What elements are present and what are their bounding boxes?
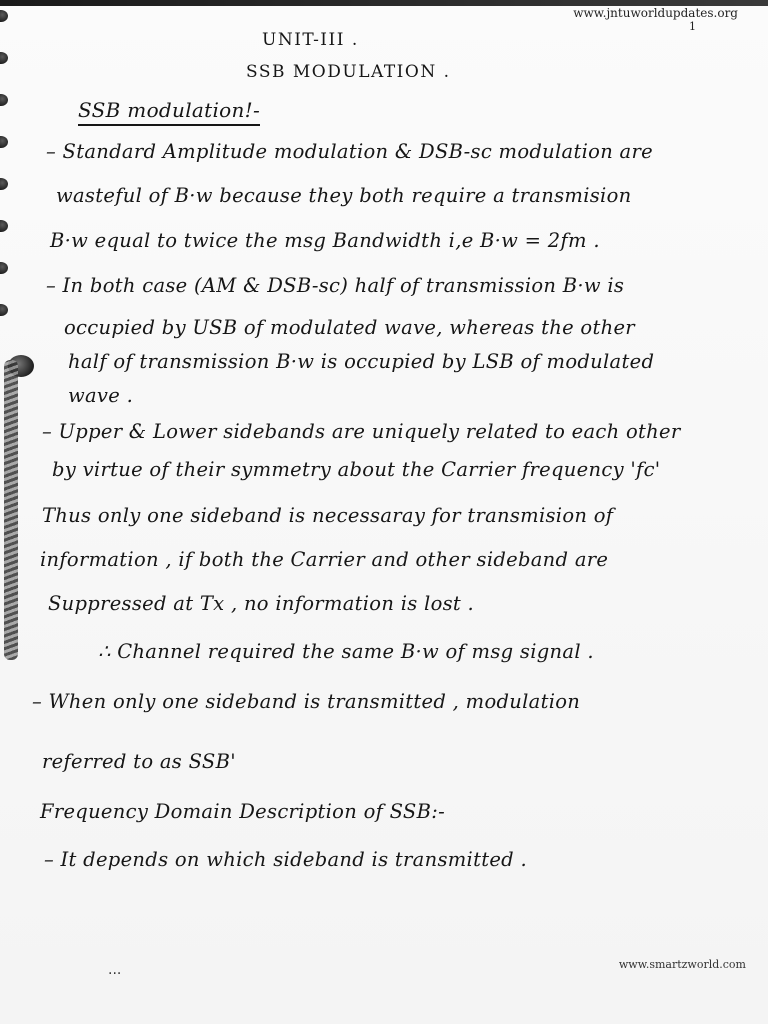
note-line: – Upper & Lower sidebands are uniquely related to each other bbox=[42, 420, 681, 443]
note-line: – It depends on which sideband is transmitted . bbox=[44, 848, 527, 871]
unit-title: UNIT-III . bbox=[262, 30, 359, 50]
note-line: occupied by USB of modulated wave, whereas the other bbox=[64, 316, 635, 339]
page-number: 1 bbox=[689, 20, 696, 33]
footer-website: www.smartzworld.com bbox=[618, 958, 746, 971]
binding-wire bbox=[4, 360, 18, 660]
note-line: – In both case (AM & DSB-sc) half of transmission B·w is bbox=[46, 274, 625, 297]
note-line: referred to as SSB' bbox=[42, 750, 236, 773]
footer-dots: ... bbox=[108, 962, 122, 978]
note-line: wave . bbox=[68, 384, 134, 407]
header-website: www.jntuworldupdates.org bbox=[573, 6, 738, 20]
note-line: half of transmission B·w is occupied by LSB of modulated bbox=[68, 350, 655, 373]
note-line: – Standard Amplitude modulation & DSB-sc modulation are bbox=[46, 140, 653, 163]
note-line: ∴ Channel required the same B·w of msg signal . bbox=[98, 640, 594, 663]
note-line: B·w equal to twice the msg Bandwidth i,e B·w = 2fm . bbox=[50, 229, 600, 252]
note-line: Suppressed at Tx , no information is lost . bbox=[48, 592, 475, 615]
topic-title: SSB MODULATION . bbox=[246, 62, 451, 82]
section-heading: SSB modulation!- bbox=[78, 98, 260, 126]
note-line: Thus only one sideband is necessaray for transmision of bbox=[42, 504, 614, 527]
note-line: Frequency Domain Description of SSB:- bbox=[40, 800, 445, 823]
note-line: information , if both the Carrier and other sideband are bbox=[40, 548, 609, 571]
note-line: – When only one sideband is transmitted , modulation bbox=[32, 690, 581, 713]
note-line: wasteful of B·w because they both require a transmision bbox=[56, 184, 632, 207]
note-line: by virtue of their symmetry about the Carrier frequency 'fc' bbox=[52, 458, 661, 481]
